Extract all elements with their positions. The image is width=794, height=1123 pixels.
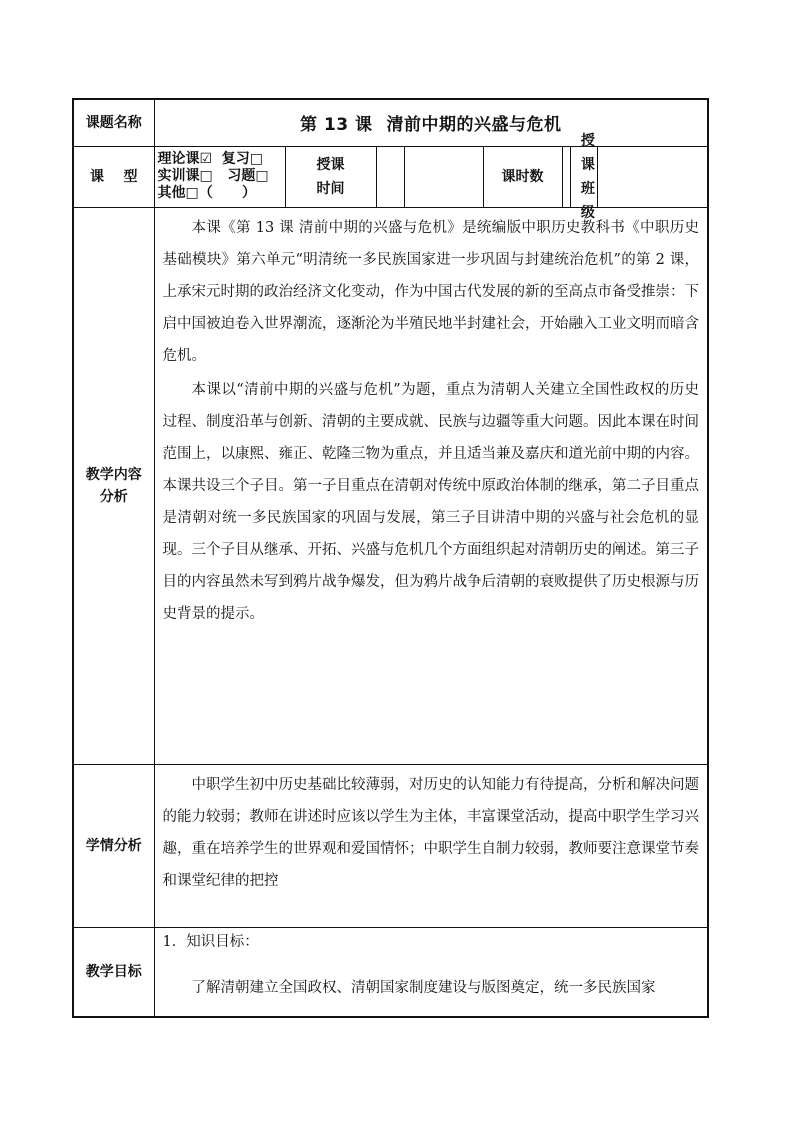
lesson-plan-table — [72, 98, 709, 1018]
content-analysis-row — [73, 207, 708, 764]
objectives-text — [154, 927, 708, 1017]
content-analysis-paragraph-1: 本课《第 13 课 清前中期的兴盛与危机》是统编版中职历史教科书《中职历史基础模块》第六单元“明清统一多民族国家进一步巩固与封建统治危机”的第 2 课，上承宋元时期的政治经济文化变动，作为中国古代发展的新的至高点市备受推崇：下启中国被迫卷入世界潮流，逐渐沦为半殖民地半封建社会，开始融入工业文明而暗含危机。 — [162, 219, 700, 364]
content-analysis-text — [154, 207, 708, 764]
content-analysis-paragraph-2: 本课以“清前中期的兴盛与危机”为题，重点为清朝人关建立全国性政权的历史过程、制度沿革与创新、清朝的主要成就、民族与边疆等重大问题。因此本课在时间范围上，以康熙、雍正、乾隆三物为重点，并且适当兼及嘉庆和道光前中期的内容。本课共设三个子目。第一子目重点在清朝对传统中原政治体制的继承，第二子目重点是清朝对统一多民族国家的巩固与发展，第三子目讲清中期的兴盛与社会危机的显现。三个子目从继承、开拓、兴盛与危机几个方面组织起对清朝历史的阐述。第三子目的内容虽然未写到鸦片战争爆发，但为鸦片战争后清朝的衰败提供了历史根源与历史背景的提示。 — [162, 381, 700, 622]
course-title-prefix: 第 13 课 — [300, 115, 373, 136]
objectives-row — [73, 927, 708, 1017]
content-analysis-label-line-2: 分析 — [99, 488, 128, 505]
course-title — [154, 99, 708, 146]
objectives-label: 教学目标 — [73, 927, 154, 1017]
type-options — [154, 146, 285, 207]
class-label-line-1: 授课 — [580, 132, 595, 173]
type-options-line-3: 其他□（ ） — [157, 185, 256, 201]
content-analysis-label — [73, 207, 154, 764]
time-label-line-1: 授课 — [316, 156, 345, 173]
class-label-line-2: 班级 — [580, 180, 595, 221]
content-analysis-label-line-1: 教学内容 — [85, 466, 142, 483]
course-title-row — [73, 99, 708, 146]
student-analysis-paragraph: 中职学生初中历史基础比较薄弱，对历史的认知能力有待提高，分析和解决问题的能力较弱；教师在讲述时应该以学生为主体，丰富课堂活动，提高中职学生学习兴趣，重在培养学生的世界观和爱国情怀；中职学生自制力较弱，教师要注意课堂节奏和课堂纪律的把控 — [162, 776, 700, 889]
objectives-item1-heading: 1．知识目标： — [162, 933, 259, 950]
objectives-item1-text: 了解清朝建立全国政权、清朝国家制度建设与版图奠定，统一多民族国家 — [191, 979, 656, 996]
course-title-main: 清前中期的兴盛与危机 — [386, 115, 562, 136]
type-options-line-2: 实训课□ 习题□ — [157, 168, 269, 184]
time-label-line-2: 时间 — [316, 180, 345, 197]
time-value-cell-2 — [404, 146, 483, 207]
type-label: 课 型 — [73, 146, 154, 207]
time-label — [285, 146, 376, 207]
class-label — [562, 132, 597, 221]
student-analysis-label: 学情分析 — [73, 764, 154, 927]
time-value-cell — [376, 146, 404, 207]
student-analysis-text — [154, 764, 708, 927]
type-options-line-1: 理论课☑ 复习□ — [157, 151, 264, 167]
student-analysis-row — [73, 764, 708, 927]
course-label: 课题名称 — [73, 99, 154, 146]
hours-label: 课时数 — [483, 146, 562, 207]
course-type-row — [73, 146, 708, 207]
